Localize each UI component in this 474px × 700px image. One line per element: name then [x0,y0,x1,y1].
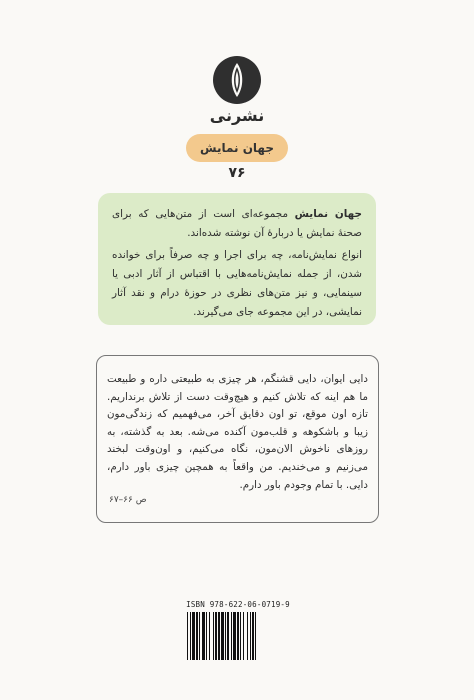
barcode-bar [247,612,248,660]
barcode-bar [192,612,195,660]
barcode-bar [233,612,236,660]
barcode-bar [227,612,229,660]
barcode-bar [196,612,198,660]
barcode-bar [255,612,256,660]
barcode-bar [231,612,232,660]
description-paragraph-2: انواع نمایش‌نامه، چه برای اجرا و چه صرفاً برای خوانده شدن، از جمله نمایش‌نامه‌هایی با اقتباس از آثار ادبی یا سینمایی، و نیز متن‌های نظری در حوزهٔ درام و نقد آثار نمایشی، در این مجموعه جای می‌گیرند. [112,249,362,318]
barcode [183,600,293,670]
quote-text: دایی ایوان، دایی قشنگم، هر چیزی به طبیعتی داره و طبیعت ما هم اینه که تلاش کنیم و هیچ‌وقت دست از تلاش برنداریم. تازه اون موقع، تو اون دقایق آخر، می‌فهمیم که زندگی‌مون زیبا و باشکوهه و قلب‌مون آکنده می‌شه. بعد به گذشته، به روزهای ناخوش الان‌مون، نگاه می‌کنیم، و اون‌وقت لبخند می‌زنیم و می‌خندیم. من واقعاً به همچین چیزی باور دارم، دایی. با تمام وجودم باور دارم. [107,373,368,491]
series-name-bold: جهان نمایش [294,208,362,220]
barcode-bar [237,612,239,660]
barcode-bar [206,612,207,660]
barcode-bar [209,612,210,660]
quote-box [96,355,379,523]
series-description [98,193,376,325]
barcode-bar [202,612,205,660]
barcode-bar [252,612,254,660]
barcode-bar [215,612,217,660]
barcode-bar [225,612,226,660]
publisher-name: نشرنی [209,106,265,125]
barcode-bar [243,612,244,660]
barcode-bar [218,612,220,660]
isbn-label: ISBN 978-622-06-0719-9 [186,600,290,609]
barcode-bar [213,612,214,660]
barcode-bar [221,612,224,660]
series-badge: جهان نمایش [186,134,288,162]
publisher-logo [212,55,262,105]
barcode-bar [199,612,200,660]
quote-page-reference: ص ۶۶–۶۷ [109,495,147,506]
barcode-bars [183,612,293,660]
barcode-bar [250,612,251,660]
barcode-bar [187,612,188,660]
barcode-bar [240,612,241,660]
description-paragraph-1 [112,205,362,243]
description-lead-text: مجموعه‌ای است از متن‌هایی که برای صحنهٔ نمایش یا دربارهٔ آن نوشته شده‌اند. [112,208,362,239]
series-number: ۷۶ [228,165,246,181]
barcode-bar [190,612,191,660]
